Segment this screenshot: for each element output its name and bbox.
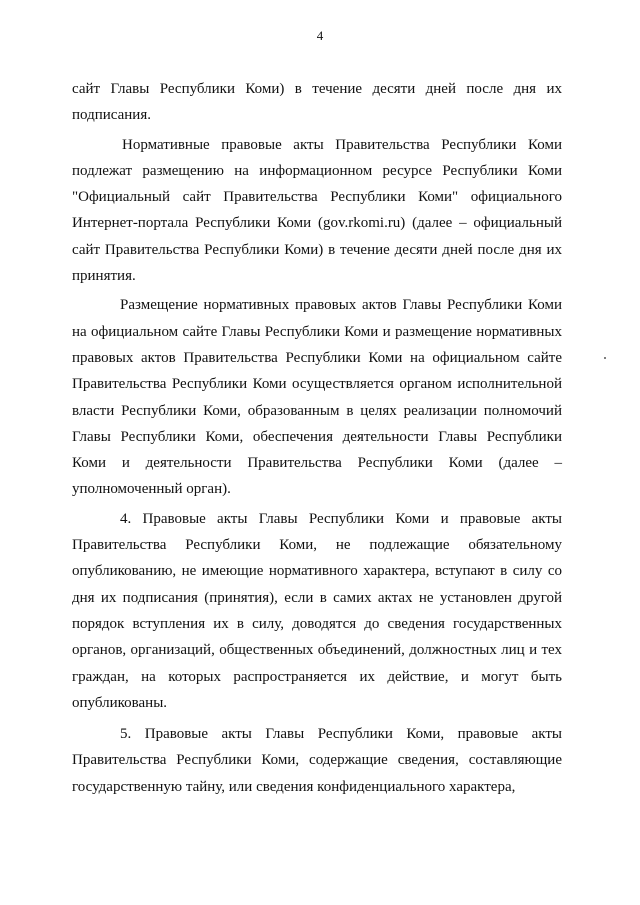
document-body [72,76,562,800]
paragraph-normative-acts-government: Нормативные правовые акты Правительства Республики Коми подлежат размещению на информационном ресурсе Республики Коми "Официальный сайт Правительства Республики Коми" официального Интернет-портала Республики Коми (gov.rkomi.ru) (далее – официальный сайт Правительства Республики Коми) в течение десяти дней после дня их принятия. [72,136,562,285]
paragraph-continuation: сайт Главы Республики Коми) в течение десяти дней после дня их подписания. [72,81,562,124]
page-number: 4 [316,28,324,43]
scan-speck [604,357,606,359]
paragraph-item-4: 4. Правовые акты Главы Республики Коми и правовые акты Правительства Республики Коми, не подлежащие обязательному опубликованию, не имеющие нормативного характера, вступают в силу со дня их подписания (принятия), если в самих актах не установлен другой порядок вступления их в силу, доводятся до сведения государственных органов, организаций, общественных объединений, должностных лиц и тех граждан, на которых распространяется их действие, и могут быть опубликованы. [72,510,562,711]
paragraph-item-5: 5. Правовые акты Главы Республики Коми, правовые акты Правительства Республики Коми, содержащие сведения, составляющие государственную тайну, или сведения конфиденциального характера, [72,726,562,795]
paragraph-publication-authority: Размещение нормативных правовых актов Главы Республики Коми на официальном сайте Главы Республики Коми и размещение нормативных правовых актов Правительства Республики Коми на официальном сайте Правительства Республики Коми осуществляется органом исполнительной власти Республики Коми, образованным в целях реализации полномочий Главы Республики Коми, обеспечения деятельности Главы Республики Коми и деятельности Правительства Республики Коми (далее – уполномоченный орган). [72,297,562,498]
